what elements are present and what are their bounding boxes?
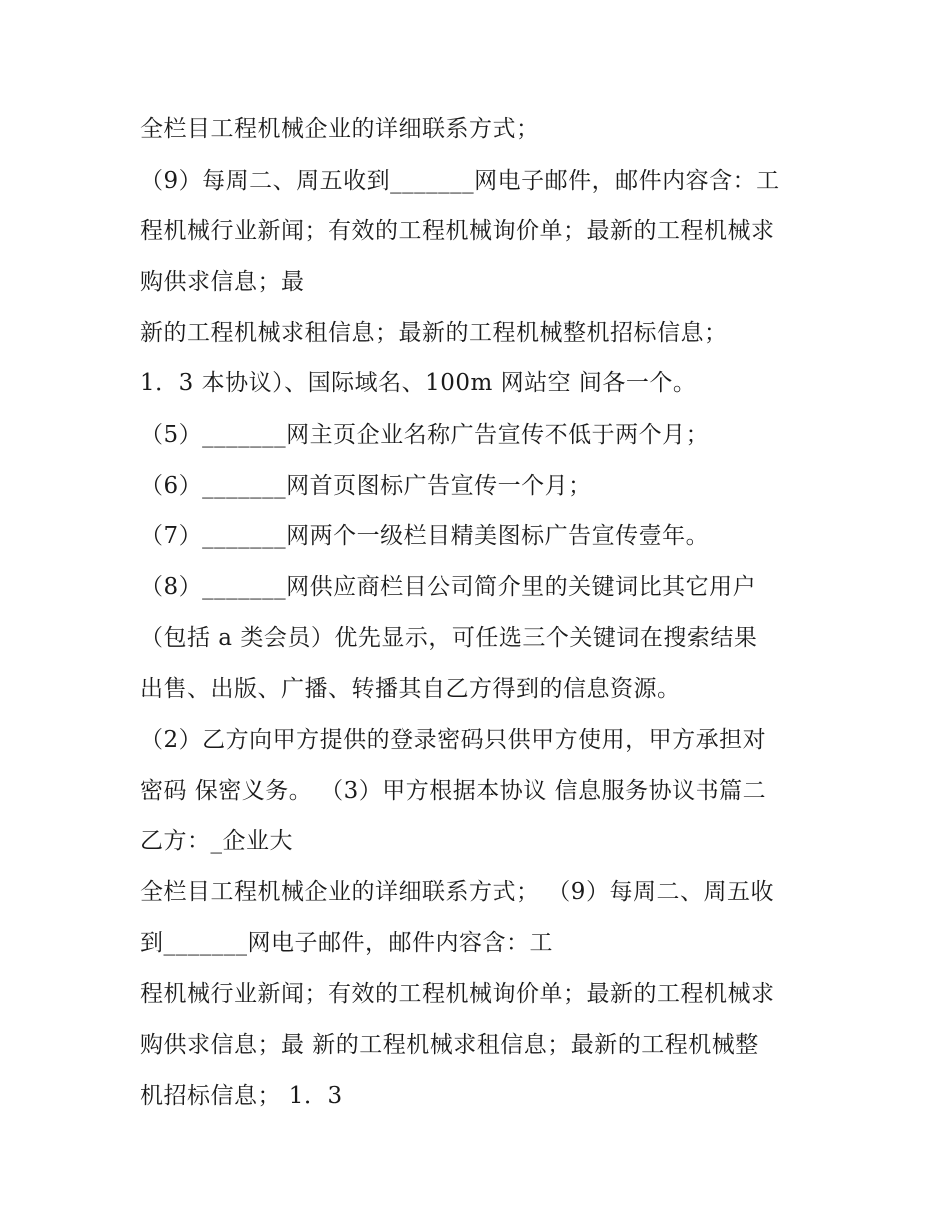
text-line: （8）_______网供应商栏目公司简介里的关键词比其它用户	[140, 574, 757, 600]
text-line: （包括 a 类会员）优先显示，可任选三个关键词在搜索结果	[140, 625, 758, 651]
text-line: 到_______网电子邮件，邮件内容含：工	[140, 930, 553, 956]
text-line: 程机械行业新闻；有效的工程机械询价单；最新的工程机械求	[140, 218, 775, 244]
text-line: 密码 保密义务。 （3）甲方根据本协议 信息服务协议书篇二	[140, 778, 767, 804]
text-line: （7）_______网两个一级栏目精美图标广告宣传壹年。	[140, 523, 710, 549]
text-line: 程机械行业新闻；有效的工程机械询价单；最新的工程机械求	[140, 981, 775, 1007]
text-line: 全栏目工程机械企业的详细联系方式； （9）每周二、周五收	[140, 879, 774, 905]
text-line: 机招标信息； 1．3	[140, 1083, 343, 1109]
text-line: 出售、出版、广播、转播其自乙方得到的信息资源。	[140, 676, 681, 702]
text-line: （5）_______网主页企业名称广告宣传不低于两个月；	[140, 422, 710, 448]
text-line: 全栏目工程机械企业的详细联系方式；	[140, 116, 540, 142]
text-line: 购供求信息；最 新的工程机械求租信息；最新的工程机械整	[140, 1032, 759, 1058]
text-line: （6）_______网首页图标广告宣传一个月；	[140, 473, 592, 499]
text-line: 1．3 本协议）、国际域名、100m 网站空 间各一个。	[140, 370, 697, 396]
text-line: 购供求信息；最	[140, 269, 305, 295]
text-line: （2）乙方向甲方提供的登录密码只供甲方使用，甲方承担对	[140, 727, 767, 753]
text-line: 乙方：_企业大	[140, 828, 293, 854]
text-line: （9）每周二、周五收到_______网电子邮件，邮件内容含：工	[140, 168, 780, 194]
text-line: 新的工程机械求租信息；最新的工程机械整机招标信息；	[140, 320, 728, 346]
